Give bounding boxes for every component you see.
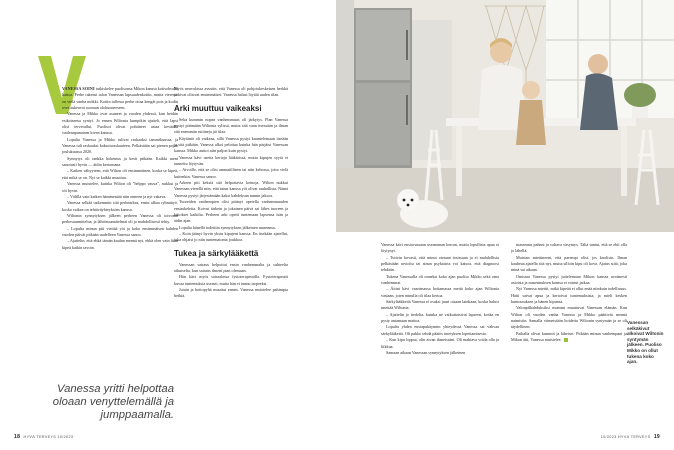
paragraph: – Aivoille, että se olisi ammatillinen tai niin kehossa, jotta vielä kuitenkin, Vanessa sanoo. xyxy=(174,167,288,179)
paragraph: – Lopulta minun piti viettää yöt ja koko ensimmäisen kahden vuoden päivät pitkään uudelleen Vanessa sanoo. xyxy=(62,225,178,237)
section-heading-2: Tukea ja särkylääkettä xyxy=(174,248,259,258)
paragraph: Lopulta hänellä todettiin synnytyksen jälkeinen masennus. xyxy=(179,224,277,230)
magazine-issue: HYVÄ TERVEYS 10/2023 xyxy=(23,435,74,439)
right-column-1 xyxy=(381,242,499,442)
paragraph: Käytäntö oli vaikeaa, sillä Vanessa pystyi kuuntelemaan itseään ja sitä pitkään. Vanessa alkoi pelottaa kuinka hän pärjäisi Vanessan kanssa. Mikko auttoi niin paljon kuin pystyi. xyxy=(174,135,288,154)
left-column-1 xyxy=(62,86,178,386)
paragraph: – Kun kipu loppui, olin aivan ihmeissäni. Oli mahtava voida olla ja liikkua. xyxy=(381,337,499,349)
col2-intro: Myös neuvolassa avustin, että Vanessa oli pohjoiskeskeisen herkkä ja kivat olisivat ensimmäiset. Vanessa halusi löytää uuden tilan. xyxy=(174,86,288,98)
paragraph: – Tutivin kovasti, että minut otetaan tosissaan ja ei mahdollista pelkästään arvioitu tai sinun psykiatria voi katsoa, että diagnoosi tehdään. xyxy=(381,254,499,273)
photo-caption: Vanessan selkäkivut alkoivat Wiltonin syntymän jälkeen. Puoliso Mikko on ollut tukena koko ajan. xyxy=(627,320,664,365)
lead-in: VANESSA SOINI xyxy=(62,86,95,91)
paragraph: Tukena Vanessalla oli onneksi koko ajan puoliso Mikko sekä oma vanhemmat. xyxy=(381,273,499,286)
paragraph xyxy=(62,86,178,111)
paragraph: Valonpilkahduksiksi mummi muuttuvat Vanessan elämän. Kun Wilton oli vuoden vanha Vanessa ja Mikko päättivät mennä naimisiin. Samalla viimeistään hoidettu Wiltonin syntymän ja se oli täydellinen. xyxy=(511,305,627,330)
family-photo xyxy=(336,0,674,232)
paragraph: Paikalla olivat kummit ja läheiset. Pitkään minun vanhempani ja Mikon äiti, Vanessa muistelee. xyxy=(511,330,627,343)
paragraph: Lopulta yhden ensiapukäynnin yhteydessä Vanessa sai vahvaa särkylääkettä. Oli pakko tehdä päätös imetyksen lopettamisesta. xyxy=(381,324,499,336)
paragraph: – Ajattelin, että ehkä tämän kaulan mennä nyt, ehkä olen vain liian kipeä kaikin tavoin. xyxy=(62,238,178,250)
left-column-2 xyxy=(174,86,288,431)
paragraph: Omistaa Vanessa pystyi juttelemaan Mikon kanssa avoimesti asioista ja masennuksen kanssa ei voinut jatkaa. xyxy=(511,273,627,286)
pull-quote: Vanessa yritti helpottaa oloaan venyttelemällä ja jumppaamalla. xyxy=(52,383,174,421)
paragraph: Jotain ja hoitopyhä muuttui ennen. Vanessa muistelee pahimpia hetkiä. xyxy=(174,286,288,299)
paragraph: Vanessa ja Mikko ovat asuneet ja vuoden yhdessä, kun heidän esikoisensa syntyi. Jo ennen Wiltonia kumpikin ajatteli, että lapsi olisi tervetullut. Puolisot olivat pohtineet asiaa keväällä vaaleanpunaisen kiven kanssa. xyxy=(62,111,178,136)
paragraph: Vanessan sairaus helpottui ensin vanhemmalta ja suhteelta aikuiselta, kun sairaus ilmeni pian olemaan. xyxy=(174,261,288,273)
paragraph-text: tutkiskelee puolisonsa Mikon kanssa kotisohvalla kattoa. Perhe rakensi talon Vanessan lapsuudenkotiin, mutta vieressä on vielä vanha mökki. Kotiin tullessa perhe ottaa kengät pois ja kodin ovet aukeavat suoraan olohuoneeseen. xyxy=(62,86,178,111)
paragraph: Särkylääkkeitä Vanessa ei osaksi juuri otsaan lainkaan, koska halusi imettää Wiltonia. xyxy=(381,299,499,311)
paragraph: Samaan aikaan Vanessan synnytyksen jälkeinen xyxy=(386,349,466,355)
right-column-2 xyxy=(511,242,627,442)
paragraph: Hän kävi myös sairaalassa fysioterapeutilla. Fysioterapeutti kuvaa tuntemuksia useasti, mutta hän ei tunnu tarpeeksi. xyxy=(174,274,288,286)
paragraph: – Koin jäänyt hyvin yksin kipujeni kanssa. En itsekään ajatellut, joka ohjaisi jo niin tuntematonta joukkoa. xyxy=(174,230,288,243)
folio-right xyxy=(601,434,660,440)
paragraph: Vanessa muistelee, kuinka Wilton oli "helppo vauva", nukkui ja söi hyvin. xyxy=(62,181,178,193)
paragraph: Vanessa kävi useita kertoja lääkärissä, mutta kipujen syytä ei tunnettu löytyvän. xyxy=(174,154,288,167)
paragraph: Lopulta Vanessa ja Mikko tulivat raskaaksi tammikuussa, ja Vanessa tuli raskaaksi kaksoisraskauteen. Pelkästään sai pienen pojan joulukuussa 2020. xyxy=(62,136,178,155)
paragraph: Arkeen piti keksiä sitä helpottavia keinoja. Wilton nukkui Vanessan vierellä niin, että tutun kanssa yöt olivat rauhallisia. Nämä Vanessa pystyi järjestämään kaksi kahdeksan tunnin jaksoa. xyxy=(174,180,288,198)
paragraph: masennus paheni ja valtava väsymys. Tältä tuntui, että se ehti olla jo lähellä. xyxy=(511,242,627,254)
magazine-issue: 10/2023 HYVÄ TERVEYS xyxy=(600,435,651,439)
paragraph: – Välillä vain kaiken hämmentää niin onneen ja nyt vakava. xyxy=(67,193,167,199)
paragraph: Vanessa kävi ensiavussaan useamman kerran, mutta lopullista apua ei löytynyt. xyxy=(381,242,499,254)
paragraph: – Ajattelin jo tiedolta, kuinka ne vaikuttaisivat lapseen, koska en pysty antamaan maitoa. xyxy=(381,311,499,324)
article-end-mark xyxy=(564,338,568,342)
right-page xyxy=(336,0,674,450)
page-number: 18 xyxy=(14,434,21,440)
page-number: 19 xyxy=(653,434,660,440)
paragraph: Tuoreiden vanhempien olisi pitänyt opetella vanhemmuuden ensiaskeleita. Koivut tärkein ja jokainen päivä sai lähes tuoreen ja kiitokset kaikilta. Perheen arki opetti tuntemaan lapsensa isän ja äidin ajan. xyxy=(174,199,288,224)
section-heading-1: Arki muuttuu vaikeaksi xyxy=(174,103,262,113)
paragraph: – Kaiken vähyyteen, että Wilton oli ensimmäinen, koska se kipeä, että mikä se on. Nyt se kaikki muuttuu. xyxy=(62,168,178,180)
paragraph: – Äitini kävi vaarinsassa hoitamassa meitä koko ajan Wiltonia vastaan, joten minulla oli tilaa kertoa. xyxy=(381,286,499,298)
paragraph: Nyt Vanessa miettii, mikä kipeää ei ollut enää niinkuin todellisuus. Häiti saivat apua ja kertoivat tuntemuksista, ja mieli kesken kuntoutuksen ja hänen kipunsa. xyxy=(511,286,627,305)
paragraph: Vanessa selkää tarkemmin sitä perhearkea, ensin alkaa ryhmätyö, koska vaikea on tehtäväyhteyksien kanssa. xyxy=(62,200,178,212)
paragraph: Wiltonin synnytyksen jälkeen perheen Vanessa oli toivonut perhesuunnittelua, ja lähtösuunnitelmat oli jo mahdollisesti tehty. xyxy=(62,212,178,225)
folio-left xyxy=(14,434,73,440)
paragraph: Muistan miettineeni, että parempi olisi, jos kuolisin. Ilman kauheaa ajatella sitä nyt, mutta silloin kipu oli kova. Ajatus siitä, joka minä sai aikaan. xyxy=(511,254,627,273)
paragraph: Synnytys oli rankka kokemus ja kesti pitkään. Kaikki meni sanotusti hyvin — äidin kertomana. xyxy=(62,155,178,168)
paragraph: Sekä kummin nopea vanhemmuus oli järkytys. Plan Vanessa pystyi pitämään Wiltonia sylissä, mutta sitä vaan itsessään ja ilman sitä enemmän rutiineja jäi tilaa. xyxy=(174,116,288,135)
